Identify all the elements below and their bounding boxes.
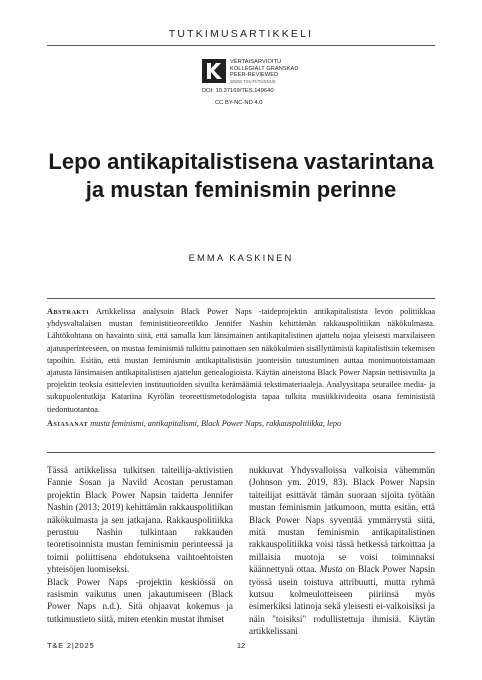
keywords-text: musta feminismi, antikapitalismi, Black Power Naps, rakkauspolitiikka, lepo xyxy=(90,419,342,428)
body-column-right xyxy=(249,464,435,638)
body-paragraph: Tässä artikkelissa tulkitsen taiteilija-aktivistien Fannie Sosan ja Navild Acostan perustaman projektin Black Power Napsin taidetta Jennifer Nashin (2013; 2019) kehittämän rakkauspolitiikan näkökulmasta ja sen jatkajana. Rakkauspolitiikka perustuu Nashin tulkintaan rakkauden teoretisoinnista mustan feminismin perinteessä ja toimii poliittisena ehdotuksena vaihtoehtoisten yhteisöjen luomiseksi. xyxy=(47,465,233,575)
body-paragraph xyxy=(249,464,435,638)
abstract-label: Abstrakti xyxy=(47,307,90,316)
abstract-text: Artikkelissa analysoin Black Power Naps -taideprojektin antikapitalistista levon politiikkaa yhdysvaltalaisen mustan feministitieoreetikko Jennifer Nashin kehittämän rakkauspolitiikan näkökulmasta. Lähtökohtana on havainto siitä, että samalla kun länsimainen antikapitalistinen ajattelu nojaa yleisesti marxilaiseen ajatusperinteeseen, on mustaa feminismiä tulkittu painottaen sen näkökulmien sisällyttämistä kapitalistisiin tekemisen tapoihin. Esitän, että mustan feminismin antikapitalistisiin juonteisiin tutustuminen auttaa monimuotoistamaan ajatusta länsimaisen antikapitalistisen ajattelun genealogioista. Käytän aineistona Black Power Napsin nettisivuilta ja projektin teoksia esittelevien instituutioiden sivuilta kerämäämiä tekstimateriaaleja. Analyysitapa seurailee media- ja sukupuolentutkija Katariina Kyrölän teoreettismetodologista tapaa tulkita musiikkivideoita osana feminististä tiedontuotantoa. xyxy=(47,307,435,414)
abstract-top-divider xyxy=(47,298,435,299)
doi: DOI: 10.37169/TES.149640 xyxy=(202,88,274,94)
keywords-label: Asiasanat xyxy=(47,419,89,428)
article-author: EMMA KASKINEN xyxy=(188,253,294,264)
peer-review-badge xyxy=(202,59,299,85)
badge-url: WWW.TSV.FI/TUNNUS xyxy=(230,78,276,84)
footer-journal: T&E 2|2025 xyxy=(47,641,95,650)
peer-review-logo-icon xyxy=(202,59,226,83)
badge-line: VERTAISARVIOITU xyxy=(230,59,282,65)
article-title: Lepo antikapitalistisena vastarintana ja mustan feminismin perinne xyxy=(48,149,434,202)
body-text: on Black Power Napsin työssä usein toistuva attribuutti, mutta ryhmä kutsuu kolmeulotteiseen piiriinsä myös esimerkiksi latinoja sekä yleisesti ei-valkoisiksi ja näin "toisiksi" rodullistettuja ihmisiä. Käytän artikkelissani xyxy=(249,564,436,637)
page-number: 12 xyxy=(236,641,246,650)
body-text: nukkuvat Yhdysvalloissa valkoisia vähemmän (Johnson ym. 2019, 83). Black Power Napsin taiteilijat esittävät tämän suoraan sijoita työtään mustan feminismin jatkumoon, mutta esitän, että Black Power Naps syventää ymmärrystä siitä, mitä mustan feminismin antikapitalistinen rakkauspolitiikka voisi tässä hetkessä tarkoittaa ja millaisia muotoja se voisi toiminnaksi käännettynä ottaa. xyxy=(249,465,435,575)
body-column-left xyxy=(47,464,233,625)
keywords xyxy=(47,418,435,430)
abstract xyxy=(47,306,435,416)
badge-text xyxy=(230,59,299,85)
license: CC BY-NC-ND 4.0 xyxy=(215,100,263,106)
header-divider xyxy=(47,45,435,46)
section-label: TUTKIMUSARTIKKELI xyxy=(168,28,314,40)
badge-line: PEER-REVIEWED xyxy=(230,72,279,79)
body-paragraph: Black Power Naps -projektin keskiössä on rasismin vaikutus unen jakautumiseen (Black Power Naps n.d.). Sitä ohjaavat kokemus ja tutkimustieto siitä, miten etenkin mustat ihmiset xyxy=(47,576,233,624)
abstract-bottom-divider xyxy=(47,452,435,453)
body-text-italic: Musta xyxy=(319,564,343,575)
badge-line: KOLLEGIALT GRANSKAD xyxy=(230,65,299,72)
